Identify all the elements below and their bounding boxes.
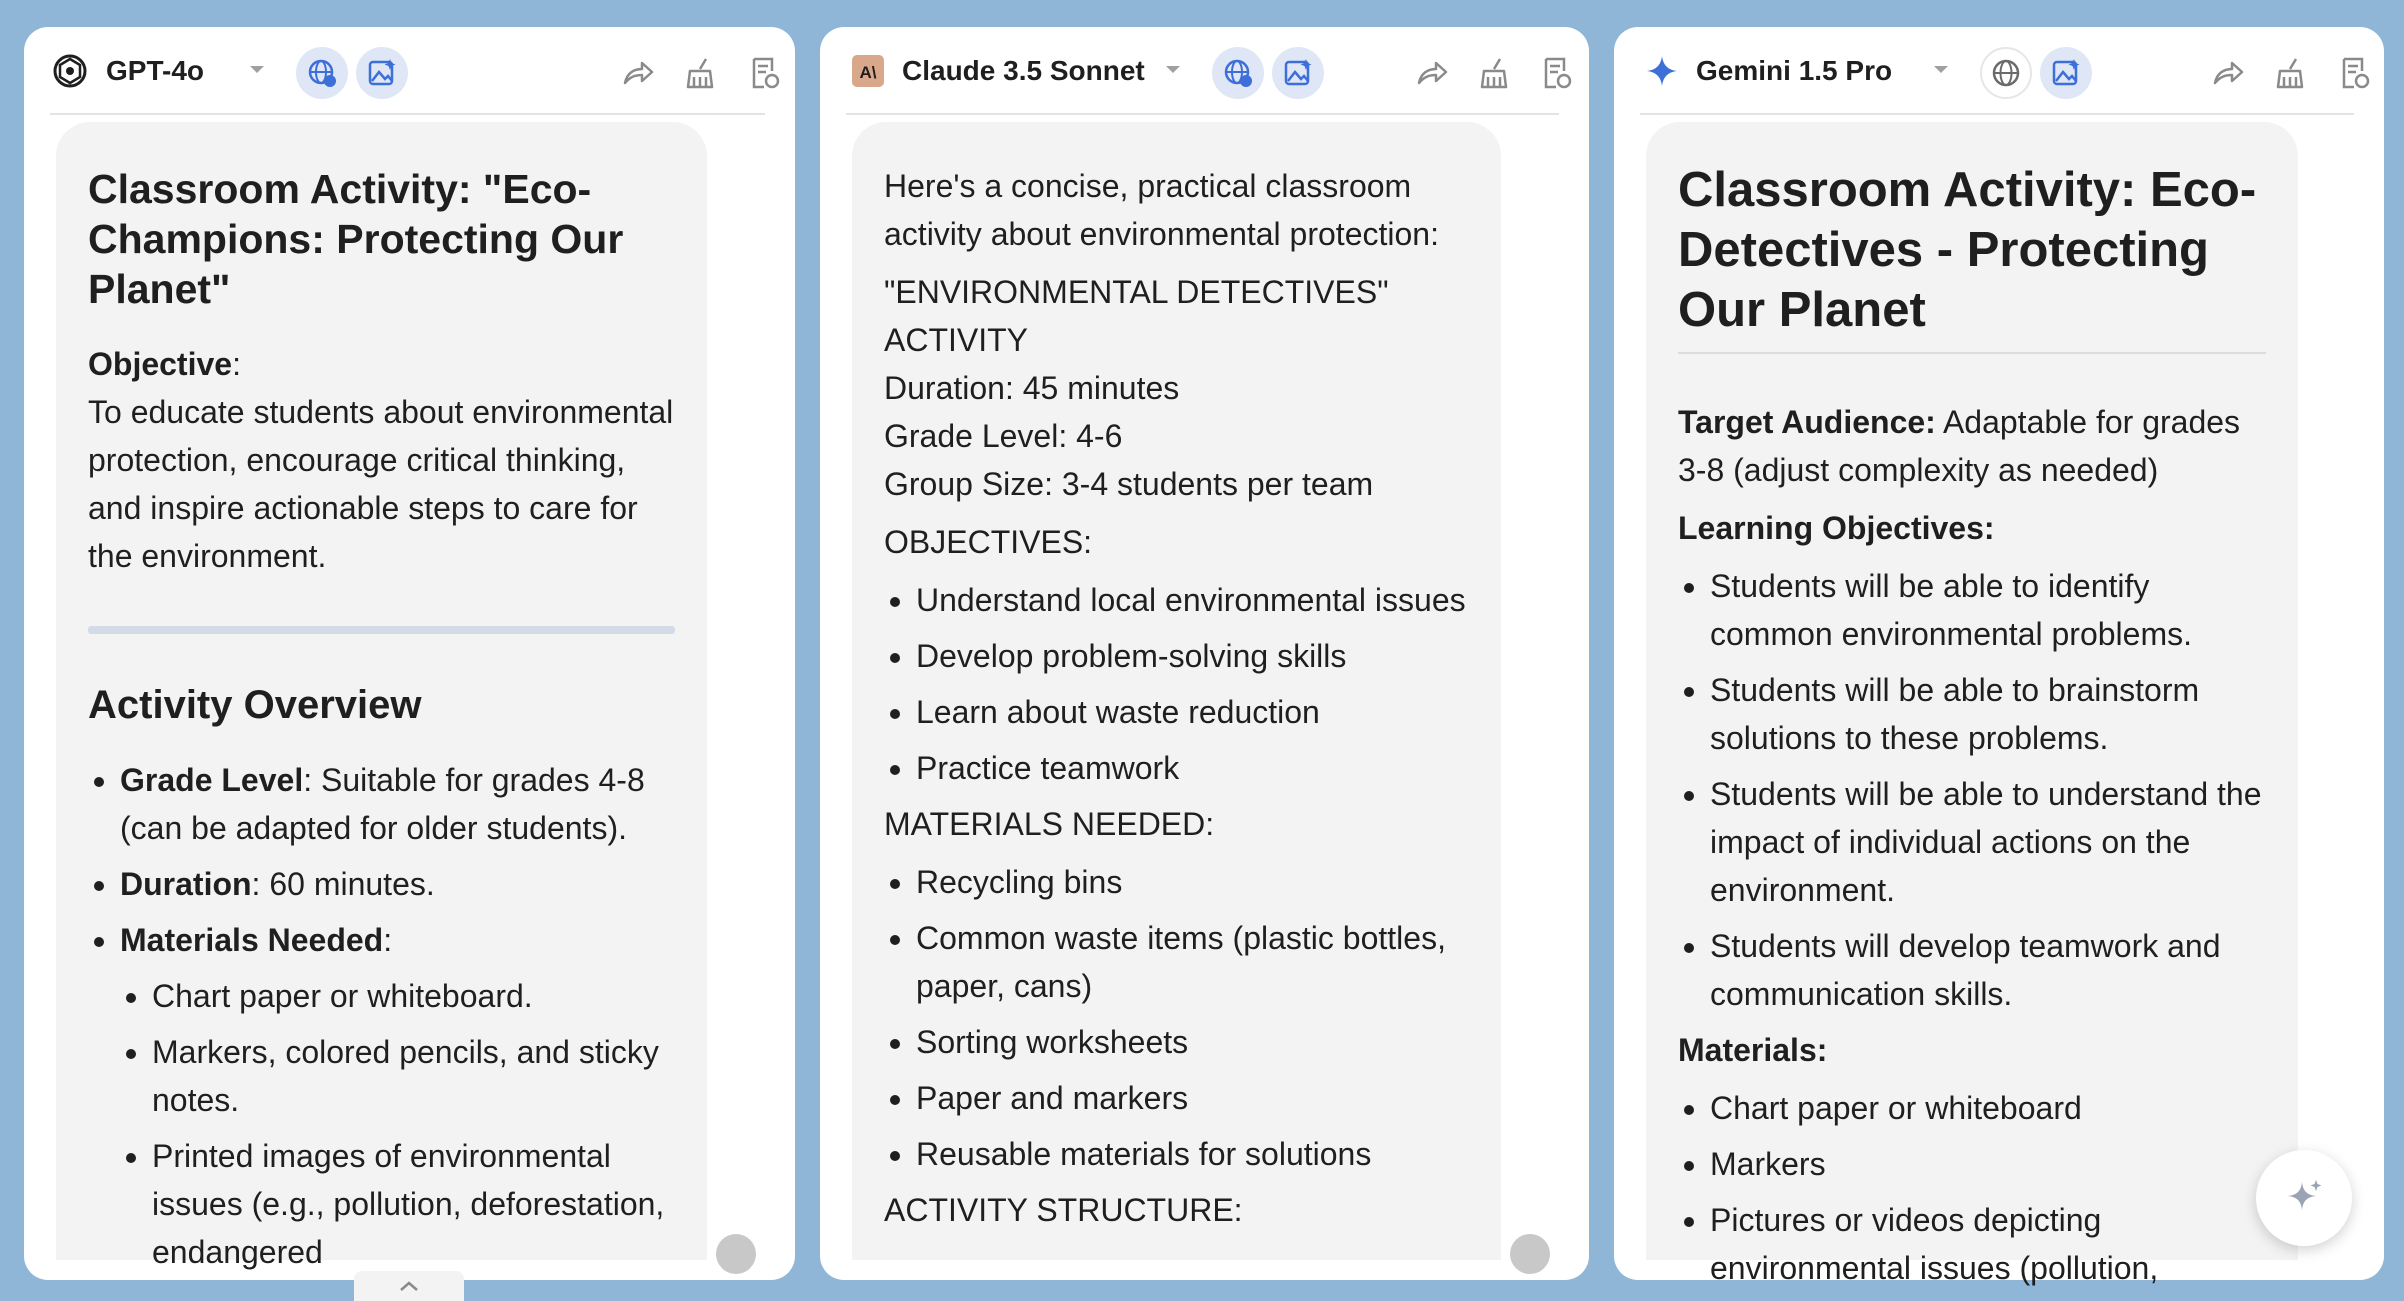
- list-item: • Reusable materials for solutions: [916, 1130, 1469, 1178]
- panel-header: [846, 27, 1559, 115]
- anthropic-logo-icon: [852, 55, 884, 87]
- document-settings-icon[interactable]: [2336, 55, 2372, 91]
- panel-header: [50, 27, 765, 115]
- list-item: • Sorting worksheets: [916, 1018, 1469, 1066]
- image-generate-toggle[interactable]: [2040, 47, 2092, 99]
- sparkle-icon: [2282, 1176, 2326, 1220]
- divider: [1678, 352, 2266, 354]
- list-item: • Paper and markers: [916, 1074, 1469, 1122]
- clear-broom-icon[interactable]: [2272, 55, 2308, 91]
- grade-text: : Suitable for grades 4-8 (can be adapted for older students).: [120, 762, 645, 846]
- objective-colon: :: [232, 346, 241, 382]
- section-heading: OBJECTIVES:: [884, 524, 1093, 560]
- globe-search-icon: [306, 57, 338, 89]
- image-generate-icon: [1282, 57, 1314, 89]
- list-item: • Practice teamwork: [916, 744, 1469, 792]
- globe-search-icon: [1222, 57, 1254, 89]
- chevron-up-icon: [398, 1279, 420, 1293]
- share-icon[interactable]: [620, 55, 656, 91]
- list-item: [120, 756, 675, 852]
- list-item: • Understand local environmental issues: [916, 576, 1469, 624]
- collapse-toggle[interactable]: [354, 1271, 464, 1301]
- materials-list: [1678, 1084, 2266, 1292]
- image-generate-icon: [366, 57, 398, 89]
- message-title: Classroom Activity: Eco-Detectives - Protecting Our Planet: [1678, 163, 2257, 337]
- globe-icon: [1990, 57, 2022, 89]
- objectives-list: [1678, 562, 2266, 1018]
- materials-colon: :: [383, 922, 393, 958]
- model-name[interactable]: GPT-4o: [106, 55, 205, 86]
- assistant-message: [56, 122, 707, 1270]
- share-icon[interactable]: [1414, 55, 1450, 91]
- activity-title-line2: ACTIVITY: [884, 322, 1029, 358]
- list-item: • Students will be able to understand the impact of individual actions on the environment.: [1710, 770, 2266, 914]
- audience-label: Target Audience:: [1678, 404, 1936, 440]
- materials-list: [884, 858, 1469, 1178]
- model-name[interactable]: Gemini 1.5 Pro: [1696, 55, 1893, 86]
- duration-label: Duration: [120, 866, 252, 902]
- intro-text: Here's a concise, practical classroom activity about environmental protection:: [884, 168, 1439, 252]
- ai-assist-button[interactable]: [2256, 1150, 2352, 1246]
- svg-text:A\: A\: [859, 63, 877, 82]
- assistant-message: [852, 122, 1501, 1260]
- objective-label: Objective: [88, 346, 233, 382]
- list-item: • Develop problem-solving skills: [916, 632, 1469, 680]
- list-item: • Markers, colored pencils, and sticky notes.: [152, 1028, 675, 1124]
- list-item: • Pictures or videos depicting environmental issues (pollution,: [1710, 1196, 2266, 1292]
- objectives-list: [884, 576, 1469, 792]
- image-generate-icon: [2050, 57, 2082, 89]
- overview-list: [88, 756, 675, 1276]
- section-heading: Activity Overview: [88, 683, 422, 727]
- model-name[interactable]: Claude 3.5 Sonnet: [902, 55, 1145, 86]
- materials-label: Materials Needed: [120, 922, 384, 958]
- section-heading: Materials:: [1678, 1032, 1828, 1068]
- share-icon[interactable]: [2210, 55, 2246, 91]
- section-heading: Learning Objectives:: [1678, 510, 1995, 546]
- web-search-toggle[interactable]: [296, 47, 348, 99]
- grade-label: Grade Level: [120, 762, 304, 798]
- audience-text: Adaptable for grades 3-8 (adjust complexity as needed): [1678, 404, 2241, 488]
- list-item: • Students will be able to identify common environmental problems.: [1710, 562, 2266, 658]
- web-search-toggle[interactable]: [1212, 47, 1264, 99]
- gemini-sparkle-icon: [1644, 53, 1680, 89]
- divider: [88, 626, 675, 634]
- list-item: • Recycling bins: [916, 858, 1469, 906]
- chat-panel-gemini: [1614, 27, 2384, 1286]
- activity-title: "ENVIRONMENTAL DETECTIVES": [884, 274, 1389, 310]
- image-generate-toggle[interactable]: [1272, 47, 1324, 99]
- clear-broom-icon[interactable]: [682, 55, 718, 91]
- list-item: • Markers: [1710, 1140, 2266, 1188]
- document-settings-icon[interactable]: [1538, 55, 1574, 91]
- list-item: • Chart paper or whiteboard: [1710, 1084, 2266, 1132]
- group-size-text: Group Size: 3-4 students per team: [884, 466, 1374, 502]
- image-generate-toggle[interactable]: [356, 47, 408, 99]
- web-search-toggle[interactable]: [1980, 47, 2032, 99]
- list-item: • Chart paper or whiteboard.: [152, 972, 675, 1020]
- clear-broom-icon[interactable]: [1476, 55, 1512, 91]
- scroll-indicator[interactable]: [1510, 1234, 1550, 1274]
- grade-text: Grade Level: 4-6: [884, 418, 1123, 454]
- list-item: • Students will be able to brainstorm solutions to these problems.: [1710, 666, 2266, 762]
- materials-list: [120, 972, 675, 1276]
- list-item: • Learn about waste reduction: [916, 688, 1469, 736]
- message-title: Classroom Activity: "Eco-Champions: Protecting Our Planet": [88, 166, 624, 312]
- chat-panel-gpt4o: [24, 27, 795, 1280]
- list-item: • Printed images of environmental issues (e.g., pollution, deforestation, endangered: [152, 1132, 675, 1276]
- document-settings-icon[interactable]: [746, 55, 782, 91]
- chat-panel-claude: [820, 27, 1589, 1280]
- list-item: [120, 860, 675, 908]
- section-heading: MATERIALS NEEDED:: [884, 806, 1215, 842]
- list-item: • Students will develop teamwork and communication skills.: [1710, 922, 2266, 1018]
- assistant-message: [1646, 122, 2298, 1286]
- panel-header: [1640, 27, 2354, 115]
- list-item: [120, 916, 675, 1276]
- objective-text: To educate students about environmental protection, encourage critical thinking, and inspire actionable steps to care for the environment.: [88, 394, 674, 574]
- duration-text: Duration: 45 minutes: [884, 370, 1180, 406]
- chevron-down-icon[interactable]: [248, 64, 266, 76]
- section-heading: ACTIVITY STRUCTURE:: [884, 1192, 1243, 1228]
- chevron-down-icon[interactable]: [1932, 64, 1950, 76]
- duration-text: : 60 minutes.: [251, 866, 435, 902]
- scroll-indicator[interactable]: [716, 1234, 756, 1274]
- openai-logo-icon: [52, 53, 88, 89]
- chevron-down-icon[interactable]: [1164, 64, 1182, 76]
- list-item: • Common waste items (plastic bottles, paper, cans): [916, 914, 1469, 1010]
